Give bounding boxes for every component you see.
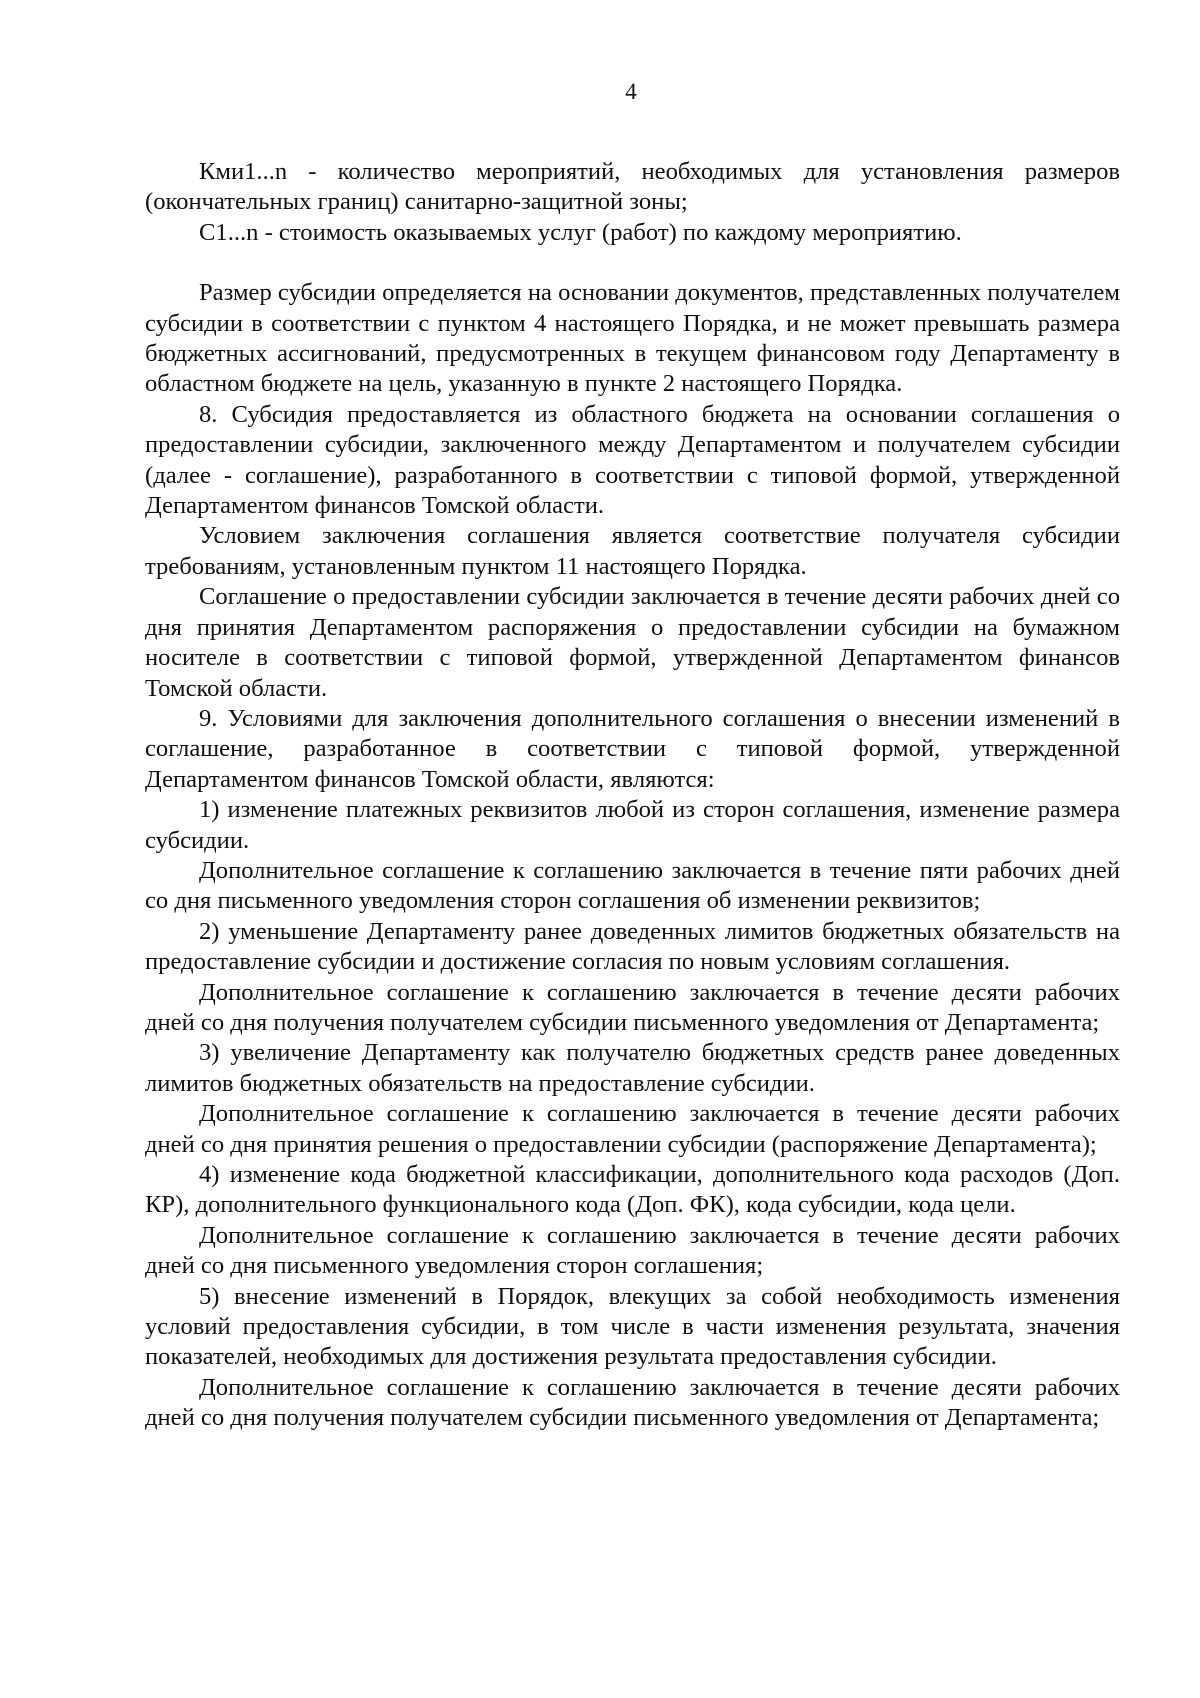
paragraph-c-definition: С1...n - стоимость оказываемых услуг (работ) по каждому мероприятию. bbox=[199, 218, 962, 246]
paragraph-agreement-term: Соглашение о предоставлении субсидии заключается в течение десяти рабочих дней со дня принятия Департаментом распоряжения о предоставлении субсидии на бумажном носителе в соответствии с типовой формой, утвержденной Департаментом финансов Томской области. bbox=[145, 583, 1120, 702]
paragraph-condition-2: 2) уменьшение Департаменту ранее доведенных лимитов бюджетных обязательств на предоставление субсидии и достижение согласия по новым условиям соглашения. bbox=[145, 917, 1120, 976]
paragraph-condition-1-term: Дополнительное соглашение к соглашению заключается в течение пяти рабочих дней со дня письменного уведомления сторон соглашения об изменении реквизитов; bbox=[145, 856, 1120, 915]
paragraph-condition-3-term: Дополнительное соглашение к соглашению заключается в течение десяти рабочих дней со дня принятия решения о предоставлении субсидии (распоряжение Департамента); bbox=[145, 1100, 1120, 1158]
paragraph-item-8: 8. Субсидия предоставляется из областного бюджета на основании соглашения о предоставлении субсидии, заключенного между Департаментом и получателем субсидии (далее - соглашение), разработанного в соответствии с типовой формой, утвержденной Департаментом финансов Томской области. bbox=[145, 400, 1120, 520]
paragraph-agreement-condition: Условием заключения соглашения является соответствие получателя субсидии требованиям, установленным пунктом 11 настоящего Порядка. bbox=[145, 522, 1120, 580]
paragraph-subsidy-size: Размер субсидии определяется на основании документов, представленных получателем субсидии в соответствии с пунктом 4 настоящего Порядка, и не может превышать размера бюджетных ассигнований, предусмотренных в текущем финансовом году Департаменту в областном бюджете на цель, указанную в пункте 2 настоящего Порядка. bbox=[145, 279, 1120, 398]
paragraph-kmi-definition: Кми1...n - количество мероприятий, необходимых для установления размеров (окончательных границ) санитарно-защитной зоны; bbox=[145, 158, 1120, 216]
paragraph-gap bbox=[145, 248, 1120, 278]
paragraph-condition-2-term: Дополнительное соглашение к соглашению заключается в течение десяти рабочих дней со дня получения получателем субсидии письменного уведомления от Департамента; bbox=[145, 978, 1120, 1036]
paragraph-condition-5: 5) внесение изменений в Порядок, влекущих за собой необходимость изменения условий предоставления субсидии, в том числе в части изменения результата, значения показателей, необходимых для достижения результата предоставления субсидии. bbox=[145, 1282, 1120, 1371]
paragraph-condition-1: 1) изменение платежных реквизитов любой из сторон соглашения, изменение размера субсидии. bbox=[145, 796, 1120, 854]
paragraph-condition-4: 4) изменение кода бюджетной классификации, дополнительного кода расходов (Доп. КР), дополнительного функционального кода (Доп. ФК), кода субсидии, кода цели. bbox=[145, 1161, 1120, 1219]
paragraph-condition-5-term: Дополнительное соглашение к соглашению заключается в течение десяти рабочих дней со дня получения получателем субсидии письменного уведомления от Департамента; bbox=[145, 1373, 1120, 1432]
page-number: 4 bbox=[625, 79, 637, 104]
document-body bbox=[145, 157, 1120, 1434]
paragraph-condition-3: 3) увеличение Департаменту как получателю бюджетных средств ранее доведенных лимитов бюджетных обязательств на предоставление субсидии. bbox=[145, 1039, 1120, 1097]
paragraph-condition-4-term: Дополнительное соглашение к соглашению заключается в течение десяти рабочих дней со дня письменного уведомления сторон соглашения; bbox=[145, 1221, 1120, 1280]
paragraph-item-9: 9. Условиями для заключения дополнительного соглашения о внесении изменений в соглашение, разработанное в соответствии с типовой формой, утвержденной Департаментом финансов Томской области, являются: bbox=[145, 704, 1120, 793]
